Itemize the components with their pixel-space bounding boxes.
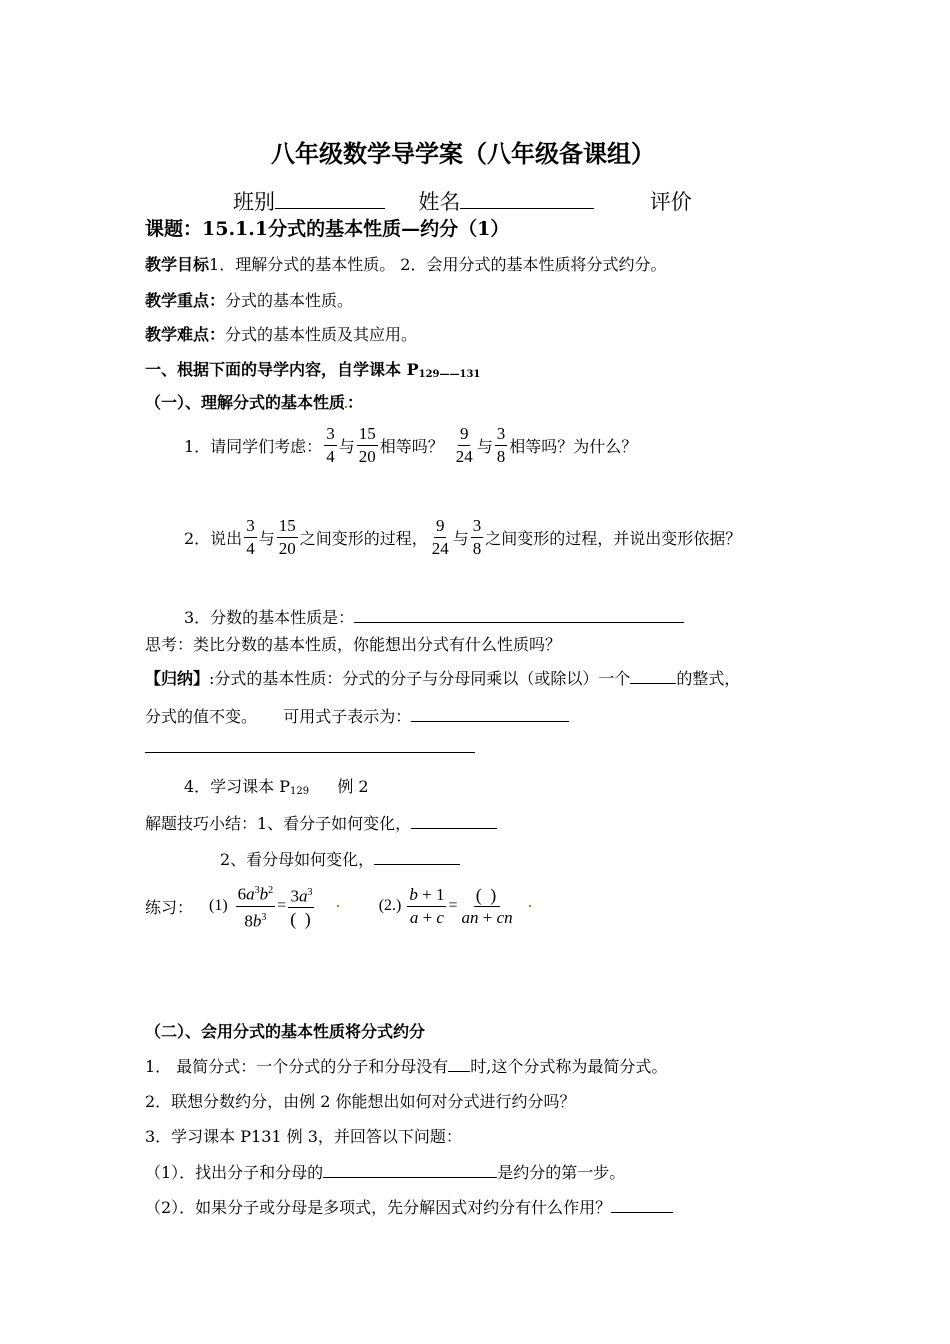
sub1-text-a: （1）．找出分子和分母的 bbox=[145, 1163, 324, 1182]
item1-text-b: 时,这个分式称为最简分式。 bbox=[470, 1057, 668, 1076]
fraction-9-24: $\frac{9}{24}$ bbox=[431, 515, 449, 558]
q1-yu1: 与 bbox=[338, 436, 355, 456]
part2-item-3: 3．学习课本 P131 例 3，并回答以下问题： bbox=[145, 1127, 462, 1146]
q2-yu2: 与 bbox=[452, 528, 469, 548]
mark-dot bbox=[529, 905, 531, 907]
fraction-3-4: $\frac{3}{4}$ bbox=[326, 423, 335, 466]
q2-mid: 之间变形的过程， bbox=[299, 528, 428, 548]
mark-dot bbox=[337, 905, 339, 907]
lesson-topic: 课题：15.1.1分式的基本性质—约分（1） bbox=[145, 218, 510, 240]
tips-blank-1[interactable] bbox=[411, 810, 497, 829]
question-3 bbox=[184, 604, 684, 628]
summary-formula-blank[interactable] bbox=[411, 703, 569, 722]
equals-sign: = bbox=[277, 897, 287, 914]
tips-text-2: 2、看分母如何变化， bbox=[220, 850, 375, 869]
summary-line-2 bbox=[145, 703, 569, 727]
fraction-3-4: $\frac{3}{4}$ bbox=[246, 515, 255, 558]
q4-page: 129 bbox=[290, 786, 310, 797]
sub1-blank[interactable] bbox=[323, 1159, 497, 1178]
q1-mid: 相等吗？ bbox=[379, 436, 444, 456]
section1-heading bbox=[145, 357, 480, 380]
question-4 bbox=[184, 774, 369, 797]
q1-prefix: 1．请同学们考虑： bbox=[184, 436, 323, 456]
practice bbox=[145, 880, 531, 932]
part2-sub-2 bbox=[145, 1194, 673, 1218]
sub2-blank[interactable] bbox=[611, 1194, 673, 1213]
part1-heading bbox=[145, 390, 363, 413]
q1-yu2: 与 bbox=[476, 436, 493, 456]
summary-blank-1[interactable] bbox=[630, 665, 676, 684]
class-label: 班别 bbox=[233, 190, 275, 214]
difficulty-label: 教学难点： bbox=[145, 325, 226, 344]
page-title: 八年级数学导学案（八年级备课组） bbox=[271, 139, 655, 168]
part2-item-1 bbox=[145, 1053, 667, 1077]
q3-text: 3．分数的基本性质是： bbox=[184, 608, 355, 627]
practice-1-right-fraction[interactable]: $\frac{3a^3}{( )}$ bbox=[288, 883, 315, 930]
difficulty-text: 分式的基本性质及其应用。 bbox=[225, 325, 418, 344]
think-prompt: 思考：类比分数的基本性质，你能想出分式有什么性质吗？ bbox=[145, 635, 562, 654]
fraction-9-24: $\frac{9}{24}$ bbox=[455, 423, 473, 466]
question-2 bbox=[184, 512, 741, 562]
fraction-15-20: $\frac{15}{20}$ bbox=[358, 423, 376, 466]
q2-prefix: 2．说出 bbox=[184, 528, 243, 548]
q1-suffix: 相等吗？为什么？ bbox=[509, 436, 638, 456]
eval-label: 评价 bbox=[649, 190, 692, 214]
summary-formula-blank-2[interactable] bbox=[145, 752, 475, 753]
practice-1-label: (1) bbox=[209, 897, 228, 914]
item1-blank[interactable] bbox=[448, 1053, 470, 1072]
item1-text-a: 1． 最简分式：一个分式的分子和分母没有 bbox=[145, 1057, 449, 1076]
practice-2-left-fraction: $\frac{b + 1}{a + c}$ bbox=[409, 884, 445, 927]
part1-heading-text: （一）、理解分式的基本性质 bbox=[145, 393, 346, 412]
key-point-text: 分式的基本性质。 bbox=[225, 291, 354, 310]
key-point-label: 教学重点： bbox=[145, 291, 226, 310]
part2-sub-1 bbox=[145, 1159, 625, 1183]
student-info-line bbox=[233, 186, 692, 216]
q4-prefix: 4．学习课本 P bbox=[184, 777, 291, 796]
name-label: 姓名 bbox=[418, 190, 461, 214]
equals-sign: = bbox=[448, 897, 458, 914]
question-1 bbox=[184, 420, 637, 470]
practice-1-left-fraction: $\frac{6a^3b^2}{8b^3}$ bbox=[236, 881, 276, 931]
class-blank[interactable] bbox=[275, 190, 385, 209]
part1-heading-colon: ： bbox=[347, 393, 364, 412]
difficulty bbox=[145, 322, 417, 345]
section1-heading-text: 一、根据下面的导学内容，自学课本 P bbox=[145, 360, 419, 379]
sub1-text-b: 是约分的第一步。 bbox=[497, 1163, 626, 1182]
key-point bbox=[145, 288, 353, 311]
practice-2-label: (2.) bbox=[378, 897, 402, 914]
tips-line-1 bbox=[145, 810, 497, 834]
objectives-text: 1．理解分式的基本性质。 2．会用分式的基本性质将分式约分。 bbox=[209, 255, 667, 274]
sub2-text: （2）．如果分子或分母是多项式，先分解因式对约分有什么作用？ bbox=[145, 1198, 612, 1217]
tips-blank-2[interactable] bbox=[374, 846, 460, 865]
objectives bbox=[145, 252, 666, 275]
tips-text-1: 解题技巧小结：1、看分子如何变化， bbox=[145, 814, 412, 833]
fraction-15-20: $\frac{15}{20}$ bbox=[278, 515, 296, 558]
q3-blank[interactable] bbox=[354, 604, 684, 623]
summary-text-1: :分式的基本性质：分式的分子与分母同乘以（或除以）一个 bbox=[209, 669, 631, 688]
summary bbox=[145, 665, 740, 689]
summary-label: 【归纳】 bbox=[145, 669, 210, 688]
name-blank[interactable] bbox=[460, 190, 594, 209]
tips-line-2 bbox=[220, 846, 460, 870]
practice-label: 练习： bbox=[145, 897, 194, 917]
part2-heading: （二）、会用分式的基本性质将分式约分 bbox=[145, 1022, 426, 1041]
summary-formula-label: 可用式子表示为： bbox=[283, 707, 412, 726]
practice-2-right-fraction[interactable]: $\frac{( )}{an + cn}$ bbox=[461, 884, 513, 927]
q2-yu1: 与 bbox=[258, 528, 275, 548]
fraction-3-8: $\frac{3}{8}$ bbox=[472, 515, 482, 558]
q2-suffix: 之间变形的过程，并说出变形依据？ bbox=[485, 528, 742, 548]
section1-heading-pages: 129——131 bbox=[418, 369, 481, 380]
summary-value-unchanged: 分式的值不变。 bbox=[145, 707, 258, 726]
objectives-label: 教学目标 bbox=[145, 255, 210, 274]
fraction-3-8: $\frac{3}{8}$ bbox=[496, 423, 506, 466]
q4-suffix: 例 2 bbox=[337, 777, 369, 796]
part2-item-2: 2．联想分数约分，由例 2 你能想出如何对分式进行约分吗？ bbox=[145, 1092, 576, 1111]
summary-text-2: 的整式， bbox=[676, 669, 741, 688]
